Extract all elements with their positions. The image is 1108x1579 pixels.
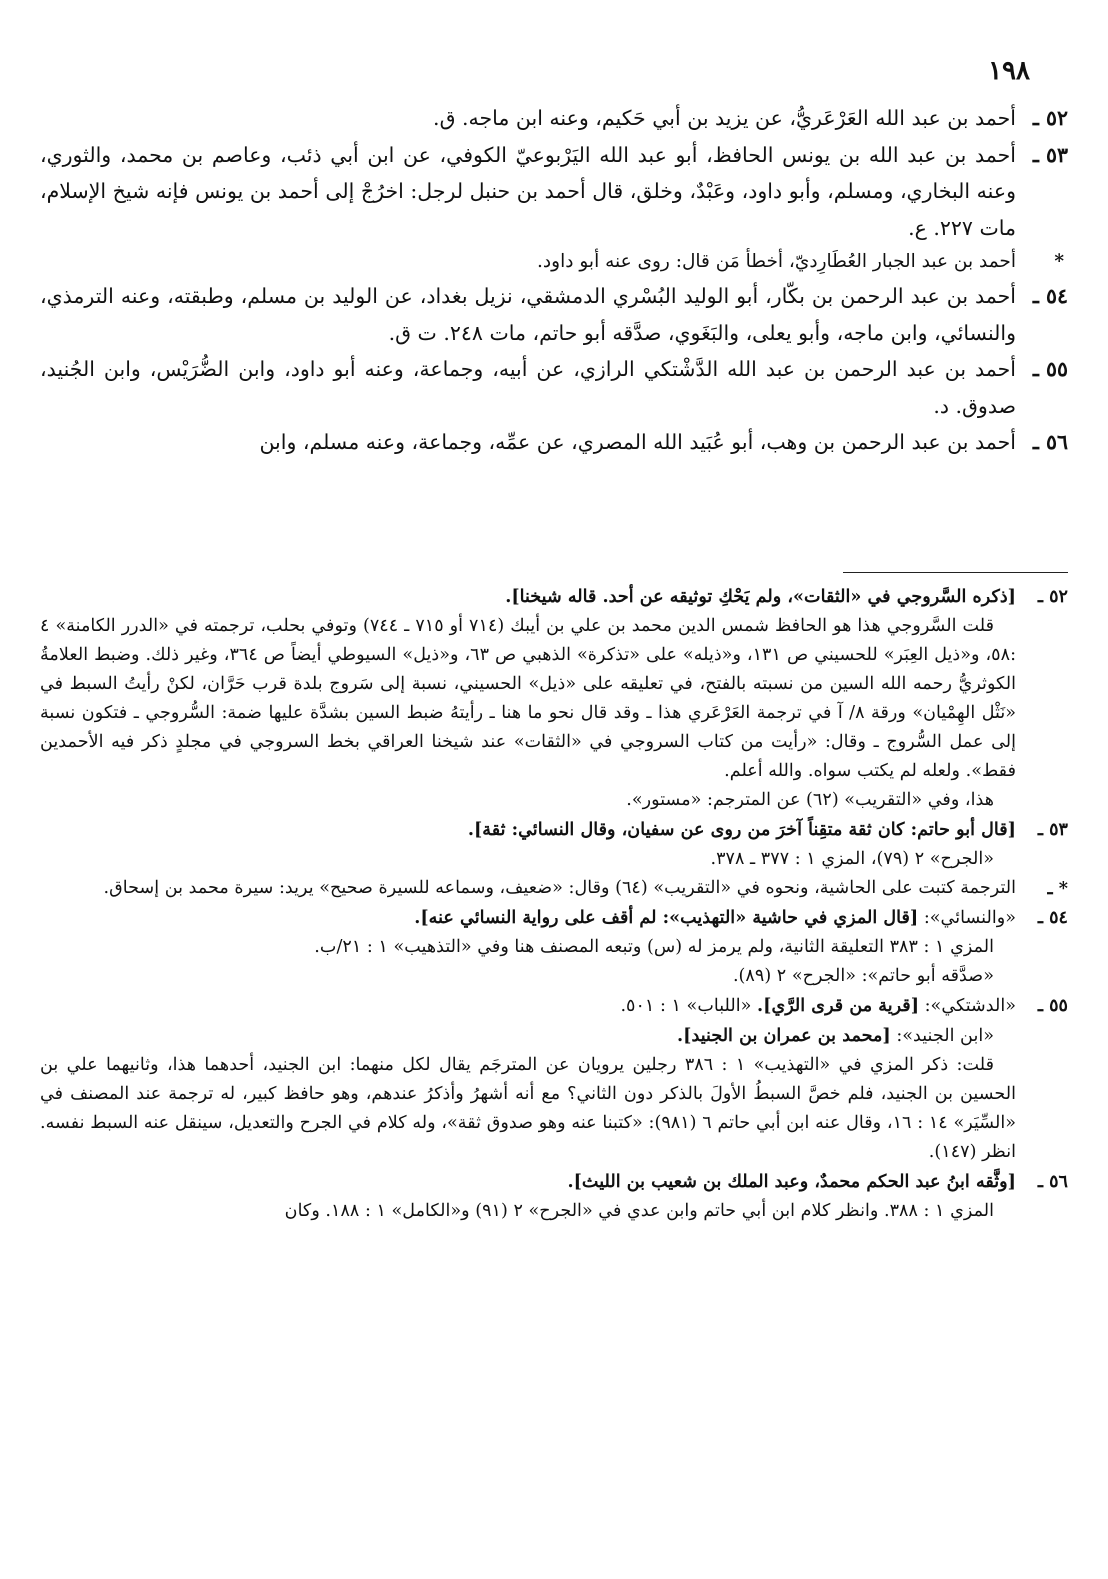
- note-number: ٥٥ ـ: [1037, 995, 1068, 1016]
- entry-text: أحمد بن عبد الله العَرْعَريُّ، عن يزيد بن أبي حَكيم، وعنه ابن ماجه. ق.: [433, 106, 1016, 130]
- note-paragraph: المزي ١ : ٣٨٣ التعليقة الثانية، ولم يرمز له (س) وتبعه المصنف هنا وفي «التذهيب» ١ : ٢١/ب.: [314, 937, 994, 957]
- entry-54: [40, 278, 1068, 351]
- note-paragraph: الترجمة كتبت على الحاشية، ونحوه في «التقريب» (٦٤) وقال: «ضعيف، وسماعه للسيرة صحيح» يريد: سيرة محمد بن إسحاق.: [103, 878, 1016, 898]
- note-lead: «ابن الجنيد»:: [896, 1026, 994, 1046]
- note-heading: [وثَّقه ابنُ عبد الحكم محمدٌ، وعبد الملك بن شعيب بن الليث].: [567, 1171, 1016, 1192]
- note-paragraph: قلت السَّروجي هذا هو الحافظ شمس الدين محمد بن علي بن أيبك (٧١٤ أو ٧١٥ ـ ٧٤٤) وتوفي بحلب، ترجمته في «الدرر الكامنة» ٤ :٥٨، و«ذيل العِبَر» للحسيني ص ١٣١، و«ذيله» على «تذكرة» الذهبي ص ٦٣، و«ذيل» السيوطي أيضاً ص ٣٦٤، وغير ذلك. وضبط العلامةُ الكوثريُّ رحمه الله السين من نسبته بالفتح، في تعليقه على «ذيل» الحسيني، نسبة إلى سَروج بلدة قرب حَرَّان، لكنْ رأيتُ السبط في «نَثْل الهِمْيان» ورقة ٨/ آ في ترجمة العَرْعَري هذا ـ وقد قال نحو ما هنا ـ رأيتهُ ضبط السين بشدَّة عليها ضمة: السُّروجي ـ فتكون نسبة إلى عمل السُّروج ـ وقال: «رأيت من كتاب السروجي في «الثقات» عند شيخنا العراقي بخط السروجي في مجلدٍ ذكر فيه الأحمدين فقط». ولعله لم يكتب سواه. والله أعلم.: [40, 616, 1017, 781]
- note-number: ٥٦ ـ: [1037, 1171, 1068, 1192]
- entry-number: ٥٦ ـ: [1032, 430, 1068, 454]
- entry-number: ٥٥ ـ: [1032, 357, 1068, 381]
- note-heading: [قرية من قرى الرَّي].: [757, 995, 920, 1016]
- note-heading: [قال أبو حاتم: كان ثقة متقِناً آخرَ من روى عن سفيان، وقال النسائي: ثقة].: [467, 819, 1016, 840]
- note-heading: [ذكره السَّروجي في «الثقات»، ولم يَحْكِ توثيقه عن أحد. قاله شيخنا].: [505, 586, 1016, 607]
- note-star-marker: * ـ: [1047, 878, 1068, 899]
- note-paragraph: هذا، وفي «التقريب» (٦٢) عن المترجم: «مستور».: [626, 790, 994, 810]
- page-number: ١٩٨: [988, 56, 1030, 86]
- entry-52: [40, 100, 1068, 137]
- main-text: [40, 100, 1068, 461]
- entry-text: أحمد بن عبد الجبار العُطَارِديّ، أخطأ مَن قال: روى عنه أبو داود.: [537, 251, 1016, 272]
- entry-star: [40, 246, 1068, 278]
- note-lead: «والنسائي»:: [923, 908, 1016, 928]
- entry-56: [40, 424, 1068, 461]
- note-heading: [محمد بن عمران بن الجنيد].: [677, 1025, 891, 1046]
- note-52: [40, 582, 1068, 815]
- note-number: ٥٣ ـ: [1037, 819, 1068, 840]
- note-56: [40, 1167, 1068, 1226]
- note-reference: «اللباب» ١ : ٥٠١.: [620, 996, 752, 1016]
- footnotes: [40, 582, 1068, 1226]
- note-lead: «الدشتكي»:: [924, 996, 1016, 1016]
- note-paragraph: «صدَّقه أبو حاتم»: «الجرح» ٢ (٨٩).: [732, 966, 994, 986]
- note-number: ٥٢ ـ: [1037, 586, 1068, 607]
- note-paragraph: المزي ١ : ٣٨٨. وانظر كلام ابن أبي حاتم وابن عدي في «الجرح» ٢ (٩١) و«الكامل» ١ : ١٨٨. وكان: [284, 1201, 994, 1221]
- entry-55: [40, 351, 1068, 424]
- note-53: [40, 815, 1068, 874]
- entry-number: ٥٣ ـ: [1032, 142, 1068, 167]
- entry-text: أحمد بن عبد الرحمن بن بكّار، أبو الوليد البُسْري الدمشقي، نزيل بغداد، عن الوليد بن مسلم، وطبقته، وعنه الترمذي، والنسائي، وابن ماجه، وأبو يعلى، والبَغَوي، صدَّقه أبو حاتم، مات ٢٤٨. ت ق.: [40, 284, 1016, 345]
- entry-53: [40, 137, 1068, 247]
- note-55: [40, 991, 1068, 1167]
- entry-text: أحمد بن عبد الرحمن بن عبد الله الدَّشْتكي الرازي، عن أبيه، وجماعة، وعنه أبو داود، وابن الضُّرَيْس، وابن الجُنيد، صدوق. د.: [40, 357, 1016, 418]
- note-54: [40, 903, 1068, 991]
- entry-text: أحمد بن عبد الرحمن بن وهب، أبو عُبَيد الله المصري، عن عمِّه، وجماعة، وعنه مسلم، وابن: [259, 430, 1016, 454]
- entry-number: ٥٤ ـ: [1032, 284, 1068, 308]
- note-heading: [قال المزي في حاشية «التهذيب»: لم أقف على رواية النسائي عنه].: [414, 907, 919, 928]
- note-paragraph: قلت: ذكر المزي في «التهذيب» ١ : ٣٨٦ رجلين يرويان عن المترجَم يقال لكل منهما: ابن الجنيد، أحدهما هذا، وثانيهما علي بن الحسين بن الجنيد، فلم خصَّ السبطُ الأولَ بالذكر دون الثاني؟ مع أنه أشهرُ وأذكرُ عندهم، وهو حافظ كبير، له ترجمة عند المصنف في «السِّيَر» ١٤ : ١٦، وقال عنه ابن أبي حاتم ٦ (٩٨١): «كتبنا عنه وهو صدوق ثقة»، وله كلام في الجرح والتعديل، سينقل عنه السبط نفسه. انظر (١٤٧).: [40, 1055, 1016, 1162]
- note-paragraph: «الجرح» ٢ (٧٩)، المزي ١ : ٣٧٧ ـ ٣٧٨.: [710, 849, 994, 869]
- note-star: [40, 874, 1068, 903]
- entry-text: أحمد بن عبد الله بن يونس الحافظ، أبو عبد الله اليَرْبوعيّ الكوفي، عن ابن أبي ذئب، وعاصم بن محمد، والثوري، وعنه البخاري، ومسلم، وأبو داود، وعَبْدٌ، وخلق، قال أحمد بن حنبل لرجل: اخرُجْ إلى أحمد بن يونس فإنه شيخ الإسلام، مات ٢٢٧. ع.: [40, 142, 1016, 240]
- note-number: ٥٤ ـ: [1037, 907, 1068, 928]
- entry-star-marker: *: [1054, 251, 1064, 272]
- footnote-divider: [843, 572, 1068, 573]
- entry-number: ٥٢ ـ: [1032, 106, 1068, 130]
